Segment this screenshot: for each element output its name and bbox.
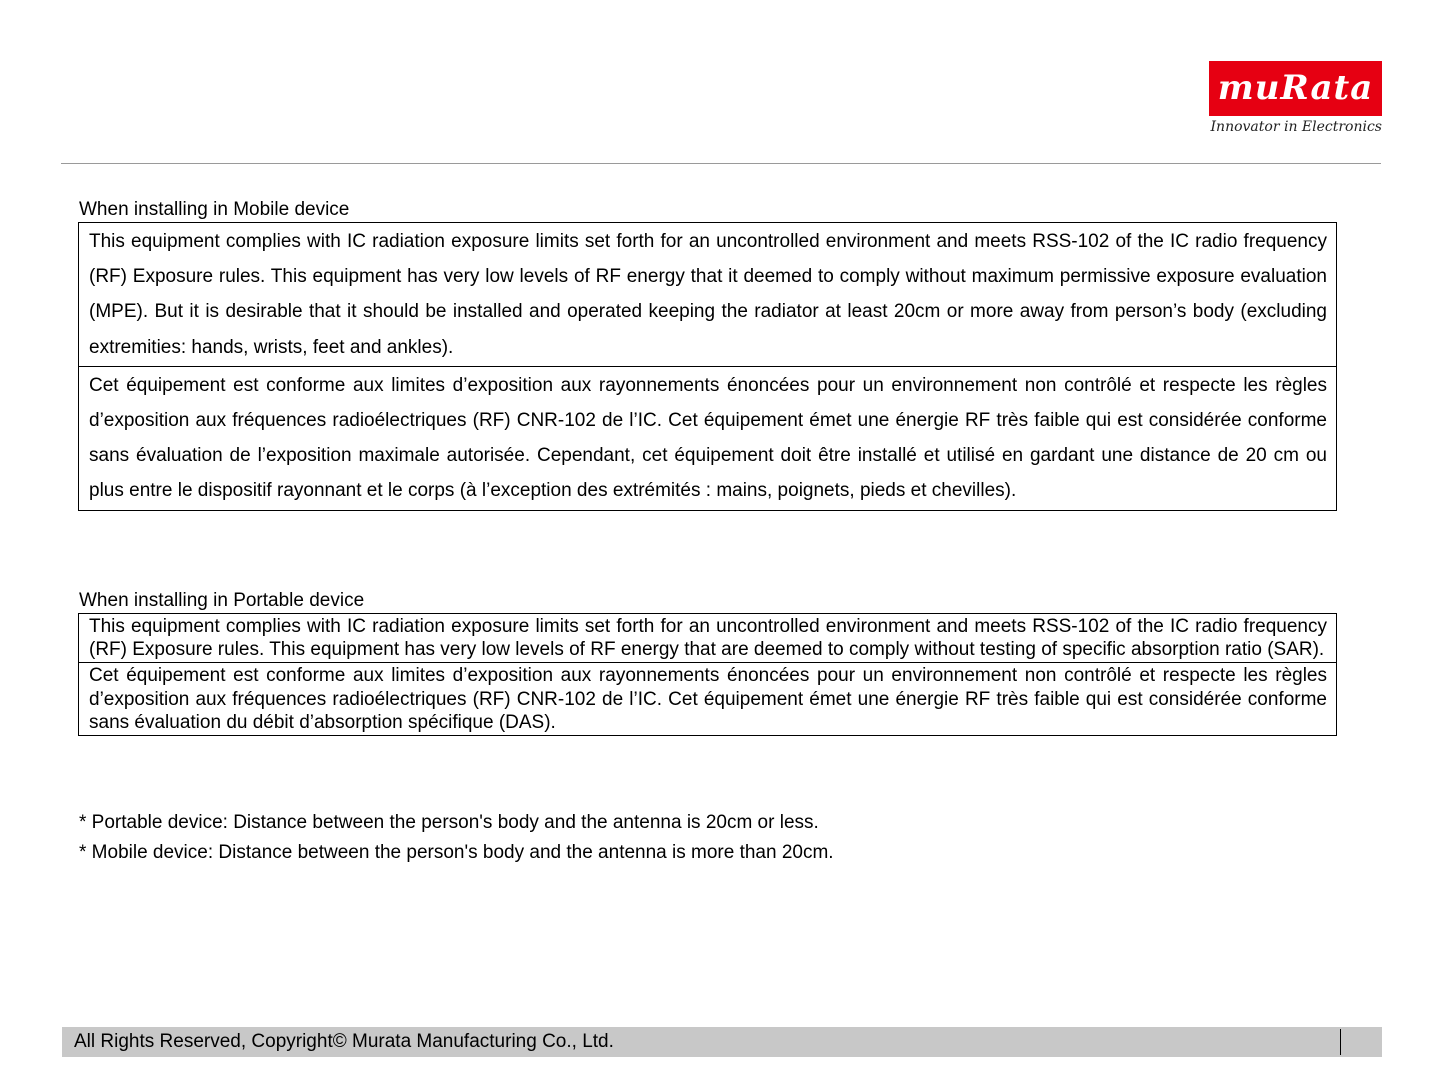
- murata-logo: [1209, 61, 1382, 135]
- portable-statement-table: [78, 613, 1337, 736]
- footer-bar: [62, 1027, 1382, 1057]
- mobile-section-title: When installing in Mobile device: [79, 199, 350, 220]
- portable-english-statement: This equipment complies with IC radiation exposure limits set forth for an uncontrolled environment and meets RSS-102 of the IC radio frequency (RF) Exposure rules. This equipment has very low levels of RF energy that are deemed to comply without testing of specific absorption ratio (SAR).: [89, 616, 1327, 661]
- mobile-device-note: * Mobile device: Distance between the person's body and the antenna is more than 20cm.: [79, 842, 834, 863]
- mobile-english-statement: This equipment complies with IC radiation exposure limits set forth for an uncontrolled environment and meets RSS-102 of the IC radio frequency (RF) Exposure rules. This equipment has very low levels of RF energy that it deemed to comply without maximum permissive exposure evaluation (MPE). But it is desirable that it should be installed and operated keeping the radiator at least 20cm or more away from person’s body (excluding extremities: hands, wrists, feet and ankles).: [89, 231, 1327, 358]
- portable-section-title: When installing in Portable device: [79, 590, 365, 611]
- mobile-french-statement: Cet équipement est conforme aux limites d’exposition aux rayonnements énoncées pour un environnement non contrôlé et respecte les règles d’exposition aux fréquences radioélectriques (RF) CNR-102 de l’IC. Cet équipement émet une énergie RF très faible qui est considérée conforme sans évaluation de l’exposition maximale autorisée. Cependant, cet équipement doit être installé et utilisé en gardant une distance de 20 cm ou plus entre le dispositif rayonnant et le corps (à l’exception des extrémités : mains, poignets, pieds et chevilles).: [79, 366, 1336, 510]
- portable-french-statement: Cet équipement est conforme aux limites d’exposition aux rayonnements énoncées pour un environnement non contrôlé et respecte les règles d’exposition aux fréquences radioélectriques (RF) CNR-102 de l’IC. Cet équipement émet une énergie RF très faible qui est considérée conforme sans évaluation du débit d’absorption spécifique (DAS).: [79, 662, 1336, 735]
- logo-tagline: Innovator in Electronics: [1210, 119, 1382, 135]
- copyright-text: All Rights Reserved, Copyright© Murata Manufacturing Co., Ltd.: [74, 1031, 614, 1052]
- portable-device-note: * Portable device: Distance between the person's body and the antenna is 20cm or less.: [79, 812, 819, 833]
- header-divider: [61, 163, 1381, 164]
- footer-divider: [1340, 1029, 1341, 1055]
- logo-wordmark: muRata: [1209, 61, 1382, 116]
- mobile-statement-table: [78, 222, 1337, 511]
